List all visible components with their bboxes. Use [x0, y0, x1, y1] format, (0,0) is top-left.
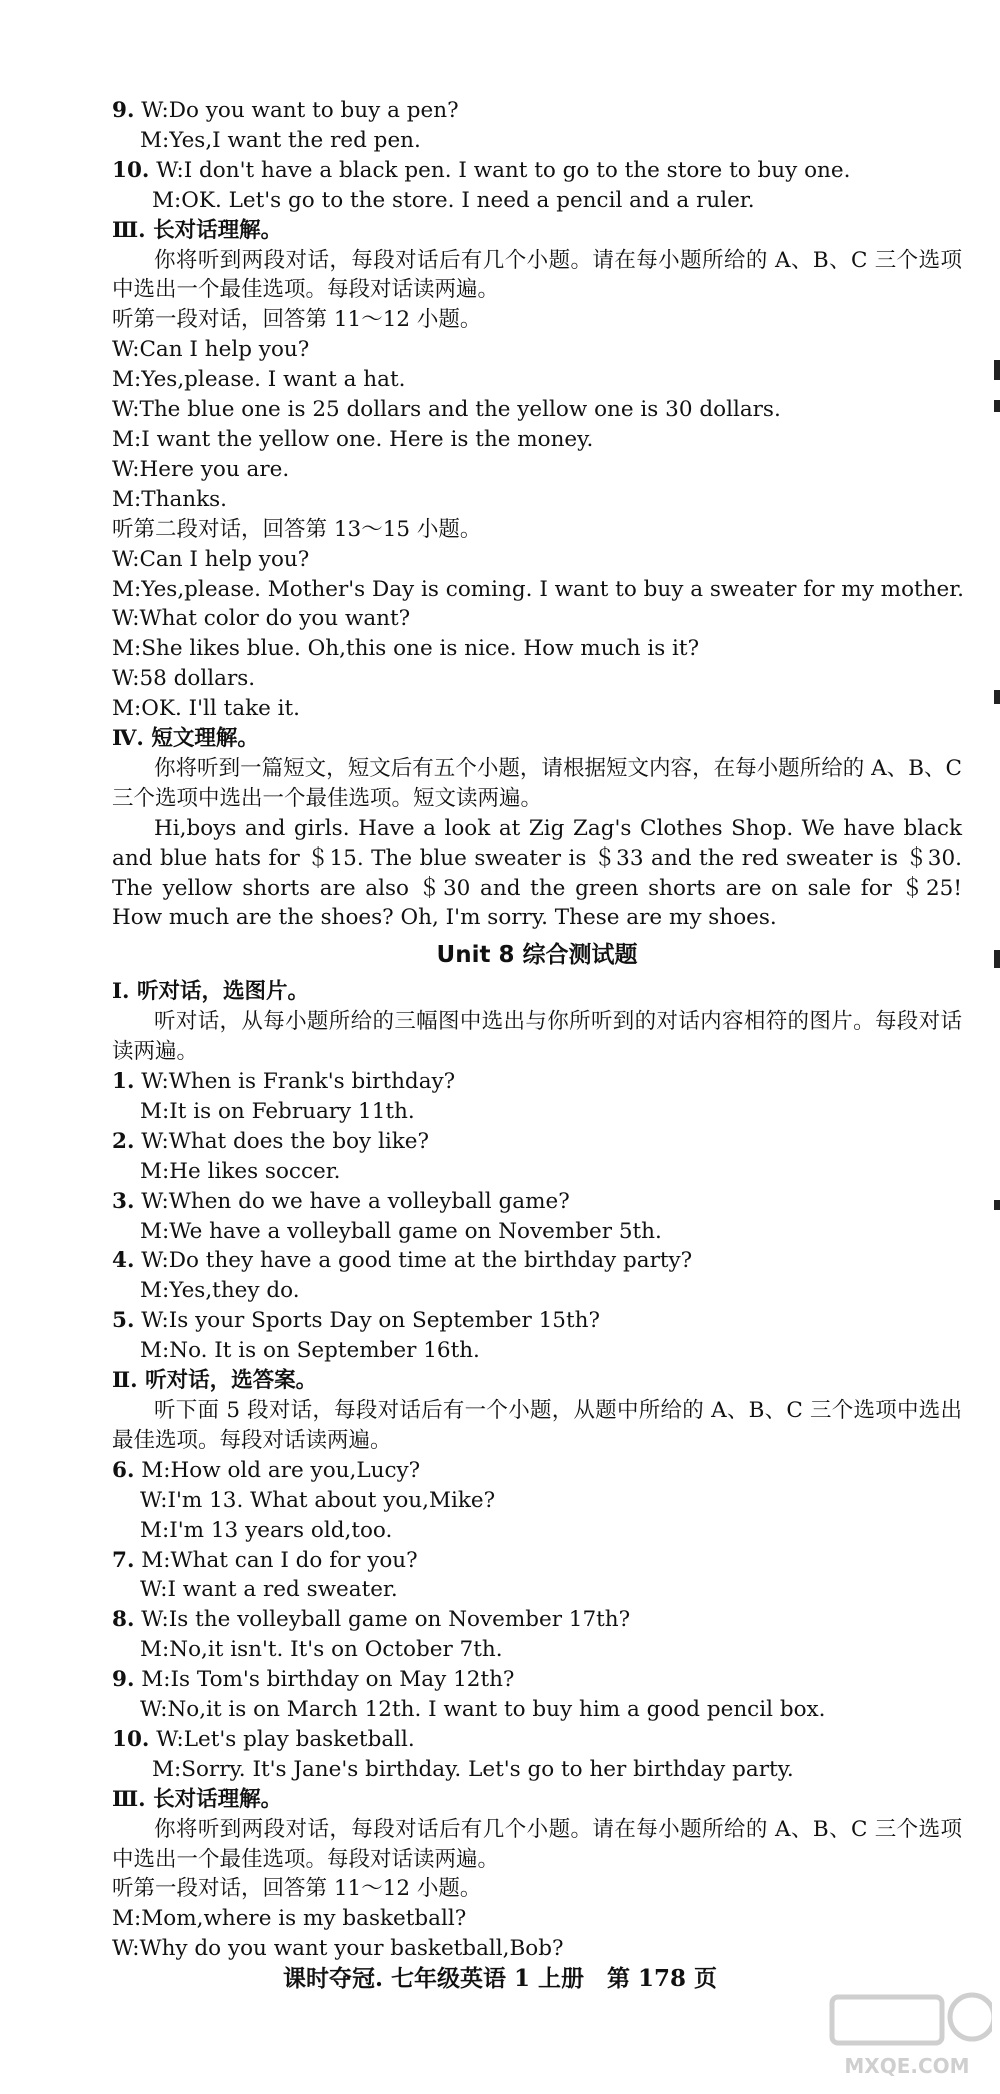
- question-text: W:Do they have a good time at the birthday party?: [134, 1248, 693, 1274]
- question-line: [112, 156, 962, 186]
- text-line: W:What color do you want?: [112, 606, 411, 632]
- question-line: [112, 1725, 962, 1755]
- text-line: 听第一段对话，回答第 11～12 小题。: [112, 307, 482, 333]
- question-number: 10.: [112, 157, 150, 183]
- dialogue-line: M:We have a volleyball game on November 5th.: [140, 1218, 662, 1244]
- question-line: [112, 1127, 962, 1157]
- page-content: [112, 96, 962, 1964]
- question-text: W:I don't have a black pen. I want to go to the store to buy one.: [149, 157, 851, 183]
- dialogue-line: W:I want a red sweater.: [140, 1577, 398, 1603]
- dialogue-line: W:I'm 13. What about you,Mike?: [140, 1487, 496, 1513]
- dialogue-line: M:It is on February 11th.: [140, 1098, 415, 1124]
- question-line: [112, 1067, 962, 1097]
- question-line: [112, 1246, 962, 1276]
- svg-text:MXQE.COM: MXQE.COM: [844, 2054, 970, 2078]
- dialogue-line: M:Yes,they do.: [140, 1278, 300, 1304]
- text-line: W:Can I help you?: [112, 337, 310, 363]
- text-line: 听第二段对话，回答第 13～15 小题。: [112, 516, 482, 542]
- question-number: 6.: [112, 1457, 135, 1483]
- section-heading: Ⅳ. 短文理解。: [112, 726, 259, 752]
- question-text: W:What does the boy like?: [134, 1128, 430, 1154]
- question-number: 9.: [112, 1667, 135, 1693]
- text-line: W:Can I help you?: [112, 546, 310, 572]
- text-line: M:Mom,where is my basketball?: [112, 1906, 467, 1932]
- question-text: W:When do we have a volleyball game?: [134, 1188, 570, 1214]
- dialogue-line: M:I'm 13 years old,too.: [140, 1517, 393, 1543]
- question-number: 1.: [112, 1069, 135, 1094]
- question-text: M:What can I do for you?: [134, 1547, 418, 1573]
- section-heading: Ⅲ. 长对话理解。: [112, 217, 283, 243]
- dialogue-line: M:Sorry. It's Jane's birthday. Let's go to her birthday party.: [152, 1756, 794, 1782]
- question-number: 3.: [112, 1188, 135, 1214]
- unit-title: Unit 8 综合测试题: [436, 942, 638, 969]
- text-line: W:Here you are.: [112, 456, 290, 482]
- text-line: W:58 dollars.: [112, 666, 256, 692]
- dialogue-line: W:No,it is on March 12th. I want to buy him a good pencil box.: [140, 1697, 826, 1723]
- text-line: M:Yes,please. I want a hat.: [112, 367, 406, 393]
- page-footer: 课时夺冠. 七年级英语 1 上册 第 178 页: [282, 1965, 718, 1992]
- question-line: [112, 1306, 962, 1336]
- question-text: W:Is your Sports Day on September 15th?: [134, 1308, 600, 1334]
- question-number: 5.: [112, 1308, 135, 1334]
- watermark-logo: [822, 1985, 992, 2085]
- text-line: W:Why do you want your basketball,Bob?: [112, 1936, 564, 1962]
- question-line: [112, 1546, 962, 1576]
- text-line: W:The blue one is 25 dollars and the yellow one is 30 dollars.: [112, 397, 781, 423]
- section-heading: Ⅰ. 听对话，选图片。: [112, 979, 310, 1005]
- instruction-paragraph: 听对话，从每小题所给的三幅图中选出与你所听到的对话内容相符的图片。每段对话读两遍。: [112, 1009, 962, 1065]
- question-number: 2.: [112, 1128, 135, 1154]
- question-number: 10.: [112, 1726, 150, 1752]
- question-number: 7.: [112, 1547, 135, 1573]
- question-text: W:When is Frank's birthday?: [134, 1069, 456, 1094]
- dialogue-line: M:OK. Let's go to the store. I need a pencil and a ruler.: [152, 187, 755, 213]
- question-text: W:Do you want to buy a pen?: [134, 98, 459, 123]
- instruction-paragraph: 你将听到两段对话，每段对话后有几个小题。请在每小题所给的 A、B、C 三个选项中选出一个最佳选项。每段对话读两遍。: [112, 1816, 962, 1872]
- question-line: [112, 1605, 962, 1635]
- question-number: 4.: [112, 1248, 135, 1274]
- question-text: M:Is Tom's birthday on May 12th?: [134, 1667, 515, 1693]
- text-line: M:I want the yellow one. Here is the money.: [112, 426, 594, 452]
- question-text: W:Is the volleyball game on November 17th?: [134, 1607, 631, 1633]
- question-line: [112, 1665, 962, 1695]
- dialogue-line: M:No. It is on September 16th.: [140, 1338, 480, 1364]
- question-line: [112, 1187, 962, 1217]
- instruction-paragraph: 你将听到两段对话，每段对话后有几个小题。请在每小题所给的 A、B、C 三个选项中选出一个最佳选项。每段对话读两遍。: [112, 247, 962, 303]
- text-line: 听第一段对话，回答第 11～12 小题。: [112, 1876, 482, 1902]
- question-number: 8.: [112, 1607, 135, 1633]
- question-line: [112, 1456, 962, 1486]
- dialogue-line: M:He likes soccer.: [140, 1158, 341, 1184]
- binding-edge-marks: [994, 360, 1000, 1860]
- dialogue-line: M:No,it isn't. It's on October 7th.: [140, 1637, 503, 1663]
- question-text: W:Let's play basketball.: [149, 1726, 415, 1752]
- section-heading: Ⅱ. 听对话，选答案。: [112, 1368, 318, 1394]
- question-line: [112, 96, 962, 126]
- instruction-paragraph: 听下面 5 段对话，每段对话后有一个小题，从题中所给的 A、B、C 三个选项中选出最佳选项。每段对话读两遍。: [112, 1397, 962, 1453]
- dialogue-line: M:Yes,I want the red pen.: [140, 127, 421, 153]
- question-number: 9.: [112, 98, 135, 123]
- text-line: M:Thanks.: [112, 486, 228, 512]
- question-text: M:How old are you,Lucy?: [134, 1457, 421, 1483]
- instruction-paragraph: Hi,boys and girls. Have a look at Zig Zag's Clothes Shop. We have black and blue hats for ＄15. The blue sweater is ＄33 and the red sweater is ＄30. The yellow shorts are also ＄30 and the green shorts are on sale for ＄25! How much are the shoes? Oh, I'm sorry. These are my shoes.: [112, 815, 962, 931]
- text-line: M:She likes blue. Oh,this one is nice. How much is it?: [112, 636, 700, 662]
- section-heading: Ⅲ. 长对话理解。: [112, 1786, 283, 1812]
- instruction-paragraph: 你将听到一篇短文，短文后有五个小题，请根据短文内容，在每小题所给的 A、B、C 三个选项中选出一个最佳选项。短文读两遍。: [112, 755, 962, 811]
- text-line: M:OK. I'll take it.: [112, 696, 300, 722]
- text-line: M:Yes,please. Mother's Day is coming. I want to buy a sweater for my mother.: [112, 576, 964, 602]
